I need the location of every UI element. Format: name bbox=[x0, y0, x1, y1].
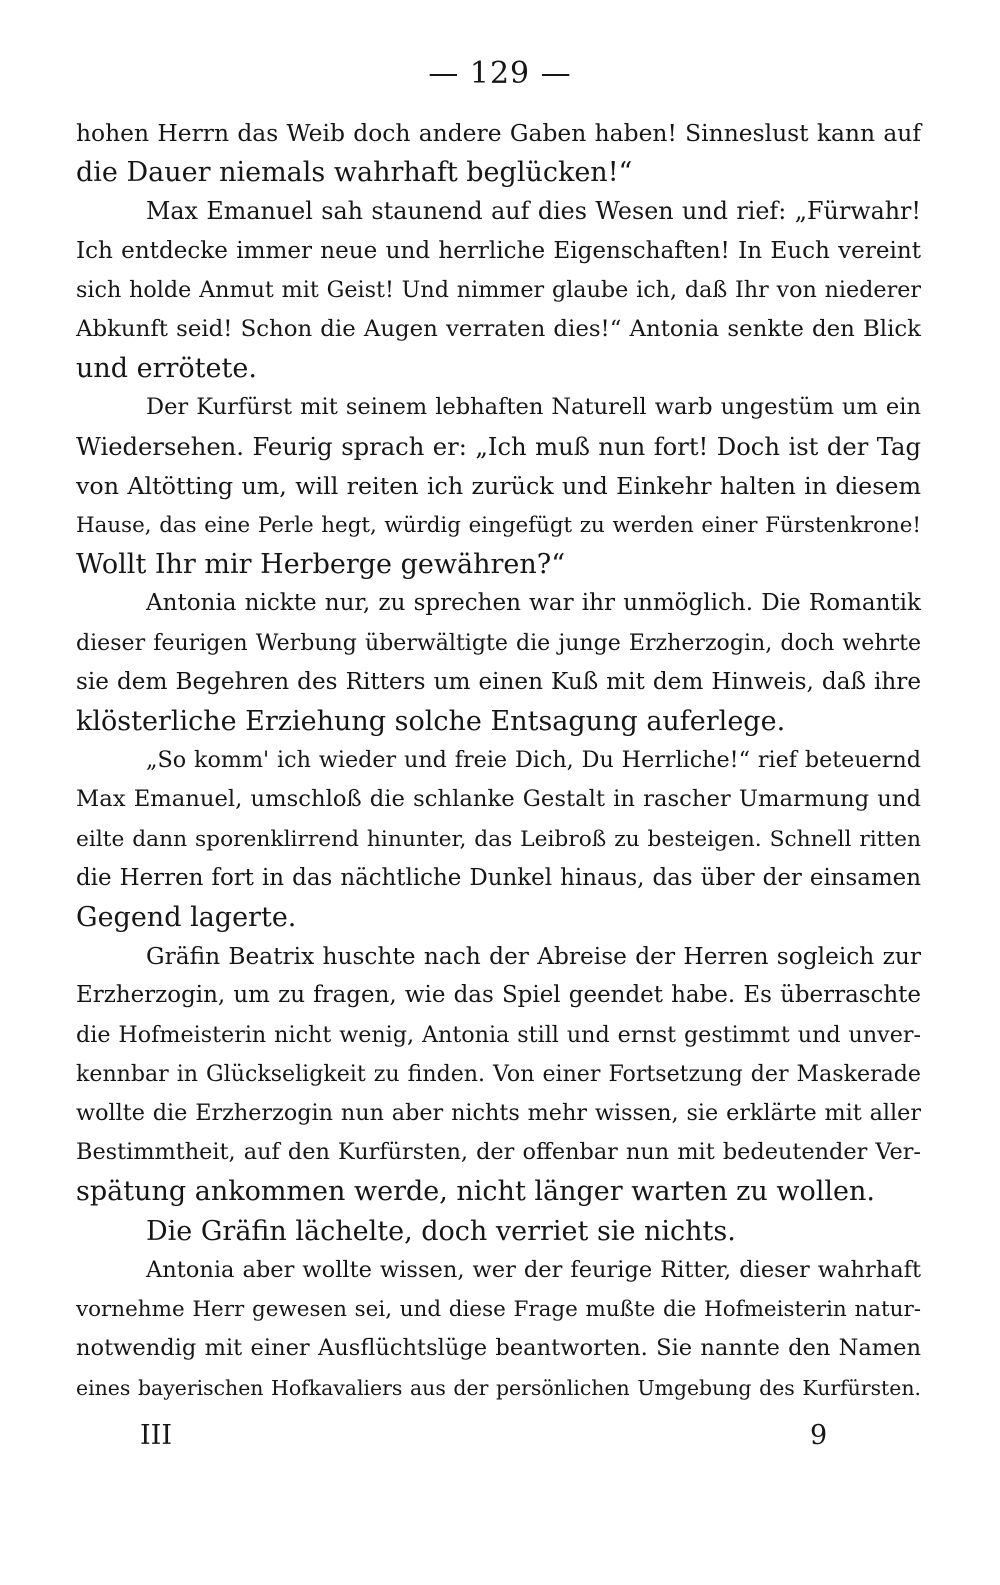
body-text bbox=[76, 114, 921, 1408]
text-line: Ich entdecke immer neue und herrliche Eigenschaften! In Euch vereint bbox=[76, 237, 921, 264]
text-line: Wiedersehen. Feurig sprach er: „Ich muß nun fort! Doch ist der Tag bbox=[76, 432, 921, 461]
text-line: klösterliche Erziehung solche Entsagung auferlege. bbox=[76, 706, 786, 738]
page-footer bbox=[0, 1416, 1000, 1456]
text-line: wollte die Erzherzogin nun aber nichts mehr wissen, sie erklärte mit aller bbox=[76, 1100, 921, 1127]
text-line: eilte dann sporenklirrend hinunter, das Leibroß zu besteigen. Schnell ritten bbox=[76, 826, 921, 852]
text-line: vornehme Herr gewesen sei, und diese Frage mußte die Hofmeisterin natur- bbox=[76, 1297, 921, 1323]
text-line: Max Emanuel sah staunend auf dies Wesen und rief: „Fürwahr! bbox=[146, 197, 921, 226]
text-line: die Hofmeisterin nicht wenig, Antonia still und ernst gestimmt und unver- bbox=[76, 1021, 921, 1048]
text-line: Antonia nickte nur, zu sprechen war ihr unmöglich. Die Romantik bbox=[146, 590, 921, 617]
text-line: Bestimmtheit, auf den Kurfürsten, der offenbar nun mit bedeutender Ver- bbox=[76, 1139, 921, 1166]
text-line: die Herren fort in das nächtliche Dunkel hinaus, das über der einsamen bbox=[76, 864, 921, 891]
text-line: Gräfin Beatrix huschte nach der Abreise der Herren sogleich zur bbox=[146, 943, 921, 971]
text-line: eines bayerischen Hofkavaliers aus der persönlichen Umgebung des Kurfürsten. bbox=[76, 1375, 921, 1400]
text-line: die Dauer niemals wahrhaft beglücken!“ bbox=[76, 157, 633, 189]
text-line: sich holde Anmut mit Geist! Und nimmer glaube ich, daß Ihr von niederer bbox=[76, 276, 921, 303]
text-line: von Altötting um, will reiten ich zurück und Einkehr halten in diesem bbox=[76, 471, 921, 500]
text-line: Antonia aber wollte wissen, wer der feurige Ritter, dieser wahrhaft bbox=[146, 1256, 921, 1283]
text-line: spätung ankommen werde, nicht länger warten zu wollen. bbox=[76, 1176, 875, 1208]
sheet-number: 9 bbox=[810, 1420, 828, 1451]
text-line: Abkunft seid! Schon die Augen verraten dies!“ Antonia senkte den Blick bbox=[76, 316, 921, 343]
text-line: hohen Herrn das Weib doch andere Gaben haben! Sinneslust kann auf bbox=[76, 119, 921, 147]
text-line: Max Emanuel, umschloß die schlanke Gestalt in rascher Umarmung und bbox=[76, 786, 921, 813]
text-line: notwendig mit einer Ausflüchtslüge beantworten. Sie nannte den Namen bbox=[76, 1335, 921, 1362]
text-line: Der Kurfürst mit seinem lebhaften Naturell warb ungestüm um ein bbox=[146, 394, 921, 421]
text-line: „So komm' ich wieder und freie Dich, Du Herrliche!“ rief beteuernd bbox=[146, 747, 921, 774]
text-line: und errötete. bbox=[76, 353, 257, 385]
text-line: Wollt Ihr mir Herberge gewähren?“ bbox=[76, 549, 566, 581]
text-line: kennbar in Glückseligkeit zu finden. Von einer Fortsetzung der Maskerade bbox=[76, 1060, 921, 1087]
text-line: Hause, das eine Perle hegt, würdig eingefügt zu werden einer Fürstenkrone! bbox=[76, 513, 921, 539]
text-line: Erzherzogin, um zu fragen, wie das Spiel geendet habe. Es überraschte bbox=[76, 982, 921, 1009]
text-line: Gegend lagerte. bbox=[76, 902, 297, 934]
text-line: sie dem Begehren des Ritters um einen Kuß mit dem Hinweis, daß ihre bbox=[76, 668, 921, 695]
text-line: dieser feurigen Werbung überwältigte die junge Erzherzogin, doch wehrte bbox=[76, 630, 921, 656]
signature-mark: III bbox=[140, 1420, 172, 1451]
page-number: — 129 — bbox=[428, 56, 572, 91]
text-line: Die Gräfin lächelte, doch verriet sie nichts. bbox=[146, 1215, 736, 1247]
